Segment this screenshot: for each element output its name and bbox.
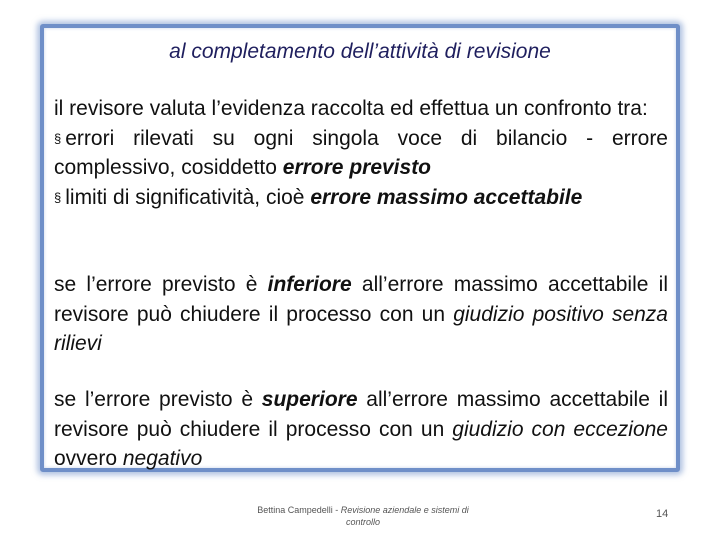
p2-before: se l’errore previsto è <box>54 273 268 296</box>
bullet-icon: § <box>54 130 62 146</box>
p3-middle: all’errore massimo accettabile il revisore può chiudere il processo con un <box>54 388 668 441</box>
slide-frame <box>40 24 680 472</box>
p3-emphasis: superiore <box>261 388 358 411</box>
slide-footer <box>248 504 478 528</box>
comparison-paragraph <box>54 94 668 212</box>
p3-plain: ovvero <box>54 447 123 470</box>
inferior-case-paragraph <box>54 270 668 359</box>
p3-italic-1: giudizio con eccezione <box>452 417 668 441</box>
slide-title: al completamento dell’attività di revisione <box>169 40 551 63</box>
p2-middle: all’errore massimo accettabile il revisore può chiudere il processo con un <box>54 273 668 326</box>
footer-course: Revisione aziendale e sistemi di controllo <box>340 505 469 527</box>
p2-emphasis: inferiore <box>267 273 352 296</box>
bullet-icon: § <box>54 189 62 205</box>
bullet-1-text: errori rilevati su ogni singola voce di bilancio - errore complessivo, cosiddetto <box>54 126 668 179</box>
bullet-2-text: limiti di significatività, cioè <box>65 185 311 209</box>
p2-italic: giudizio positivo senza rilievi <box>54 302 668 355</box>
intro-text: il revisore valuta l’evidenza raccolta ed effettua un confronto tra: <box>54 97 648 120</box>
p3-before: se l’errore previsto è <box>54 388 262 411</box>
superior-case-paragraph <box>54 385 668 474</box>
p3-italic-2: negativo <box>122 447 203 470</box>
footer-author: Bettina Campedelli - <box>257 505 341 515</box>
bullet-1-emphasis: errore previsto <box>282 156 432 179</box>
page-number: 14 <box>656 508 669 520</box>
bullet-2-emphasis: errore massimo accettabile <box>310 185 583 209</box>
